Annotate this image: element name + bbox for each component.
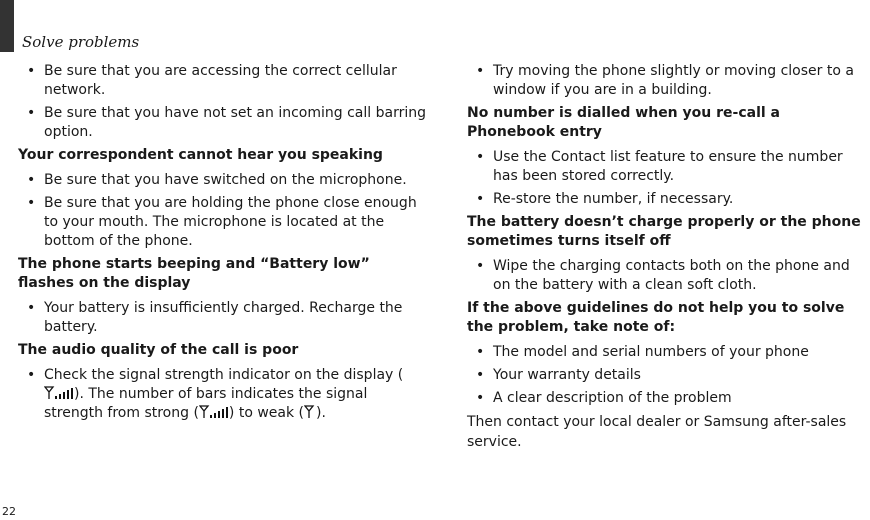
- list-item-text: Be sure that you are accessing the correct cellular network.: [44, 63, 397, 98]
- signal-weak-icon: [304, 405, 316, 419]
- list-item: [18, 366, 428, 423]
- list-item-text: Be sure that you have switched on the microphone.: [44, 172, 407, 188]
- list-item-text: Be sure that you have not set an incoming call barring option.: [44, 105, 426, 140]
- list-item: [467, 366, 870, 385]
- list-item: [467, 148, 870, 186]
- list-item: [467, 343, 870, 362]
- bullet-icon: •: [27, 300, 36, 316]
- bullet-icon: •: [476, 191, 485, 207]
- list-item: [18, 62, 428, 100]
- signal-text-part: ).: [316, 405, 326, 421]
- list-item-text: A clear description of the problem: [493, 390, 732, 406]
- list-item: [467, 257, 870, 295]
- section-heading: Your correspondent cannot hear you speaking: [18, 147, 383, 163]
- list-item: [467, 190, 870, 209]
- list-item-text: Try moving the phone slightly or moving closer to a window if you are in a building.: [493, 63, 854, 98]
- bullet-icon: •: [27, 172, 36, 188]
- signal-text-part: ). The number of bars indicates the signal strength from strong (: [44, 386, 368, 421]
- signal-strength-icon: [44, 386, 74, 400]
- bullet-icon: •: [476, 390, 485, 406]
- signal-strong-icon: [199, 405, 229, 419]
- list-item-text: Your warranty details: [493, 367, 641, 383]
- list-item: [18, 299, 428, 337]
- bullet-icon: •: [476, 367, 485, 383]
- section-heading: No number is dialled when you re-call a Phonebook entry: [467, 105, 780, 140]
- signal-text-part: Check the signal strength indicator on the display (: [44, 367, 404, 383]
- left-column: [18, 62, 428, 427]
- bullet-icon: •: [476, 63, 485, 79]
- signal-text-part: ) to weak (: [228, 405, 305, 421]
- list-item-text: The model and serial numbers of your phone: [493, 344, 809, 360]
- list-item: [18, 104, 428, 142]
- bullet-icon: •: [476, 149, 485, 165]
- page-title: Solve problems: [22, 33, 140, 51]
- list-item-text: Wipe the charging contacts both on the phone and on the battery with a clean soft cloth.: [493, 258, 850, 293]
- section-heading: The battery doesn’t charge properly or the phone sometimes turns itself off: [467, 214, 861, 249]
- list-item-text: Re-store the number, if necessary.: [493, 191, 734, 207]
- section-heading: If the above guidelines do not help you to solve the problem, take note of:: [467, 300, 845, 335]
- list-item-text: Be sure that you are holding the phone close enough to your mouth. The microphone is located at the bottom of the phone.: [44, 195, 417, 249]
- section-heading: The phone starts beeping and “Battery low” flashes on the display: [18, 256, 370, 291]
- bullet-icon: •: [27, 63, 36, 79]
- list-item: [18, 171, 428, 190]
- section-heading: The audio quality of the call is poor: [18, 342, 299, 358]
- list-item-text: Use the Contact list feature to ensure the number has been stored correctly.: [493, 149, 843, 184]
- bullet-icon: •: [476, 344, 485, 360]
- bullet-icon: •: [27, 367, 36, 383]
- closing-paragraph: Then contact your local dealer or Samsung after-sales service.: [467, 414, 847, 450]
- bullet-icon: •: [27, 105, 36, 121]
- list-item: [467, 389, 870, 408]
- right-column: [467, 62, 870, 452]
- page-number: 22: [2, 505, 16, 518]
- header-accent-bar: [0, 0, 14, 52]
- bullet-icon: •: [476, 258, 485, 274]
- list-item: [467, 62, 870, 100]
- bullet-icon: •: [27, 195, 36, 211]
- list-item-text: Your battery is insufficiently charged. Recharge the battery.: [44, 300, 403, 335]
- list-item: [18, 194, 428, 251]
